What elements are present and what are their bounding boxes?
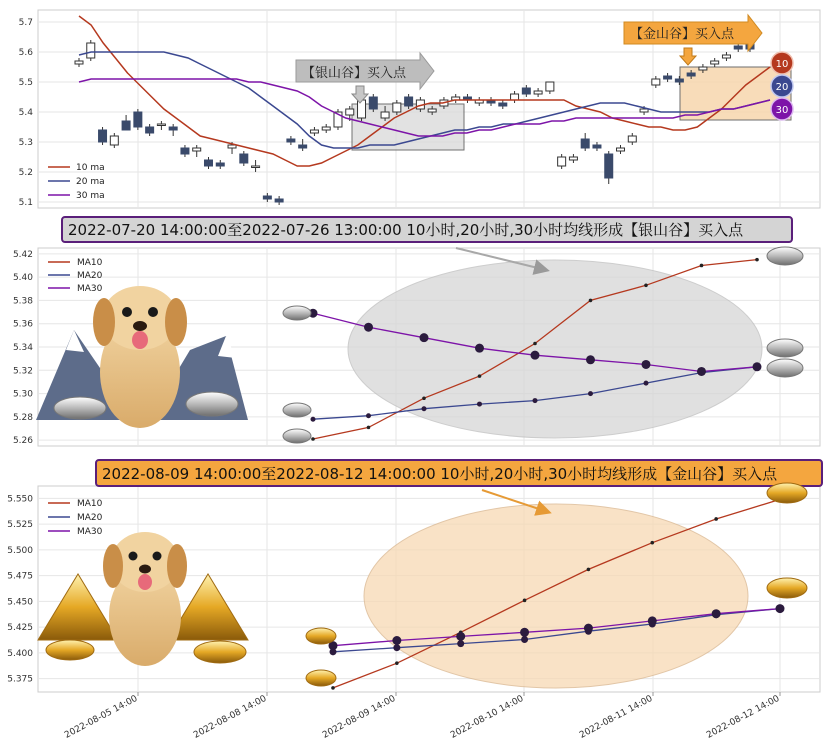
y-tick-label: 5.40 (12, 273, 33, 284)
series-point-ma30 (648, 616, 657, 625)
candle-body (75, 61, 83, 64)
series-point-ma30 (712, 609, 721, 618)
candle-body (358, 100, 366, 118)
series-point-ma20 (311, 417, 316, 422)
dog-ear (103, 544, 123, 588)
candle-body (228, 145, 236, 148)
silver-ingot-icon (767, 247, 803, 265)
legend-label-30ma: 30 ma (76, 191, 105, 201)
series-point-ma20 (457, 640, 464, 647)
candle-body (664, 76, 672, 79)
ma-badges (771, 52, 793, 120)
candle-body (499, 103, 507, 106)
series-point-ma10 (755, 258, 759, 262)
y-tick-label: 5.30 (12, 389, 33, 400)
silver-ingot-icon (767, 339, 803, 357)
candle-body (617, 148, 625, 151)
series-point-ma30 (392, 636, 401, 645)
series-point-ma30 (586, 355, 595, 364)
series-point-ma30 (753, 362, 762, 371)
silver-ingot-icon (54, 397, 106, 419)
candle-body (534, 91, 542, 94)
candle-body (675, 79, 683, 82)
candle-body (522, 88, 530, 94)
series-point-ma30 (697, 367, 706, 376)
gold-ingot-icon (767, 578, 807, 598)
series-point-ma10 (589, 299, 593, 303)
gold-ingot-icon (46, 640, 94, 660)
candle-body (322, 127, 330, 130)
candle-body (263, 196, 271, 199)
y-tick-label: 5.375 (7, 674, 33, 685)
series-point-ma10 (644, 283, 648, 287)
legend-label-ma20: MA20 (77, 513, 103, 523)
series-point-ma30 (776, 604, 785, 613)
candle-body (428, 109, 436, 112)
dog-ear (93, 298, 115, 346)
gold-ingot-icon (194, 641, 246, 663)
y-tick-label: 5.32 (12, 366, 33, 377)
legend-label-10ma: 10 ma (76, 163, 105, 173)
candle-body (346, 109, 354, 115)
silver-ingot-icon (283, 306, 311, 320)
y-tick-label: 5.400 (7, 648, 33, 659)
candle-body (546, 82, 554, 91)
series-point-ma30 (531, 351, 540, 360)
dog-eye (148, 307, 158, 317)
candle-body (299, 145, 307, 148)
candle-body (157, 124, 165, 126)
y-tick-label: 5.475 (7, 571, 33, 582)
silver-ingot-icon (767, 359, 803, 377)
dog-eye (153, 552, 162, 561)
series-point-ma30 (475, 344, 484, 353)
candle-body (169, 127, 177, 130)
candle-body (711, 61, 719, 64)
dog-ear (167, 544, 187, 588)
series-point-ma10 (422, 396, 426, 400)
gold-ingot-icon (306, 670, 336, 686)
x-tick-label: 2022-08-11 14:00 (578, 693, 655, 741)
series-point-ma10 (533, 342, 537, 346)
dog-eye (122, 307, 132, 317)
y-tick-label: 5.26 (12, 436, 33, 447)
candle-body (687, 73, 695, 76)
series-point-ma20 (366, 413, 371, 418)
y-tick-label: 5.1 (18, 198, 33, 208)
legend-label-20ma: 20 ma (76, 177, 105, 187)
legend-label-ma10: MA10 (77, 258, 103, 268)
candle-body (110, 136, 118, 145)
y-tick-label: 5.38 (12, 296, 33, 307)
candle-body (216, 163, 224, 166)
y-tick-label: 5.550 (7, 494, 33, 505)
candle-body (393, 103, 401, 112)
series-point-ma30 (420, 333, 429, 342)
candle-body (310, 130, 318, 133)
series-point-ma10 (311, 437, 315, 441)
dog-eye (129, 552, 138, 561)
y-tick-label: 5.525 (7, 520, 33, 531)
badge-30-label: 30 (775, 105, 789, 116)
candle-body (405, 97, 413, 106)
candle-body (569, 157, 577, 160)
candle-body (652, 79, 660, 85)
y-tick-label: 5.450 (7, 597, 33, 608)
series-point-ma10 (331, 686, 335, 690)
candle-body (734, 46, 742, 49)
legend-label-ma10: MA10 (77, 499, 103, 509)
x-tick-label: 2022-08-10 14:00 (449, 693, 526, 741)
candle-body (581, 139, 589, 148)
badge-10-label: 10 (775, 59, 789, 70)
silver-y-ticks (13, 250, 33, 446)
dog-tongue (132, 331, 148, 349)
dog-nose (133, 321, 147, 331)
candle-body (628, 136, 636, 142)
candle-body (511, 94, 519, 100)
gold-ingot-icon (767, 483, 807, 503)
series-point-ma10 (714, 517, 718, 521)
y-tick-label: 5.4 (18, 108, 33, 118)
y-tick-label: 5.7 (18, 18, 33, 28)
dog-nose (139, 565, 151, 574)
series-point-ma10 (587, 568, 591, 572)
candle-body (99, 130, 107, 142)
series-point-ma10 (367, 426, 371, 430)
candle-body (204, 160, 212, 166)
candle-body (381, 112, 389, 118)
series-point-ma30 (642, 360, 651, 369)
gold-callout-label: 【金山谷】买入点 (630, 27, 735, 42)
x-tick-label: 2022-08-05 14:00 (63, 693, 140, 741)
legend-label-ma30: MA30 (77, 284, 103, 294)
silver-callout-label: 【银山谷】买入点 (302, 66, 407, 81)
silver-title: 2022-07-20 14:00:00至2022-07-26 13:00:00 10小时,20小时,30小时均线形成【银山谷】买入点 (68, 221, 744, 239)
dog-tongue (138, 574, 152, 590)
candle-body (275, 199, 283, 202)
y-tick-label: 5.5 (18, 78, 33, 88)
series-point-ma30 (364, 323, 373, 332)
candle-body (605, 154, 613, 178)
gold-title: 2022-08-09 14:00:00至2022-08-12 14:00:00 10小时,20小时,30小时均线形成【金山谷】买入点 (102, 465, 778, 483)
y-tick-label: 5.36 (12, 319, 33, 330)
series-point-ma30 (456, 632, 465, 641)
series-point-ma30 (520, 628, 529, 637)
candle-body (146, 127, 154, 133)
series-point-ma20 (422, 406, 427, 411)
candle-body (287, 139, 295, 142)
series-point-ma20 (393, 644, 400, 651)
series-point-ma20 (588, 391, 593, 396)
gold-highlight-ellipse (364, 504, 748, 688)
y-tick-label: 5.425 (7, 623, 33, 634)
candle-body (134, 112, 142, 127)
x-tick-label: 2022-08-08 14:00 (192, 693, 269, 741)
gold-ingot-icon (306, 628, 336, 644)
series-point-ma20 (533, 398, 538, 403)
dog-ear (165, 298, 187, 346)
candle-body (181, 148, 189, 154)
series-point-ma20 (477, 402, 482, 407)
silver-ingot-icon (186, 392, 238, 416)
y-tick-label: 5.34 (12, 343, 33, 353)
candle-body (593, 145, 601, 148)
series-point-ma10 (478, 374, 482, 378)
y-tick-label: 5.2 (18, 168, 33, 178)
candle-body (699, 67, 707, 70)
series-point-ma10 (395, 661, 399, 665)
y-tick-label: 5.500 (7, 545, 33, 556)
legend-label-ma30: MA30 (77, 527, 103, 537)
candle-body (252, 166, 260, 168)
candle-body (558, 157, 566, 166)
series-point-ma10 (700, 264, 704, 268)
gold-x-ticks (63, 692, 782, 741)
y-tick-label: 5.42 (12, 249, 33, 260)
candle-body (369, 97, 377, 109)
candle-body (722, 55, 730, 58)
silver-highlight-ellipse (348, 260, 762, 438)
badge-20-label: 20 (775, 82, 789, 93)
gold-y-ticks (7, 494, 33, 684)
silver-ingot-icon (283, 403, 311, 417)
candle-body (640, 109, 648, 112)
y-tick-label: 5.6 (18, 48, 33, 58)
x-tick-label: 2022-08-12 14:00 (705, 693, 782, 741)
series-point-ma20 (521, 636, 528, 643)
candle-body (87, 43, 95, 58)
candle-body (240, 154, 248, 163)
series-point-ma20 (644, 381, 649, 386)
legend-label-ma20: MA20 (77, 271, 103, 281)
series-point-ma10 (650, 541, 654, 545)
y-tick-label: 5.3 (18, 138, 33, 148)
candle-body (122, 121, 130, 130)
candle-body (193, 148, 201, 151)
candlestick-y-ticks (19, 18, 34, 208)
silver-ingot-icon (283, 429, 311, 443)
series-point-ma10 (523, 599, 527, 603)
series-point-ma30 (584, 624, 593, 633)
y-tick-label: 5.28 (12, 412, 33, 423)
x-tick-label: 2022-08-09 14:00 (321, 693, 398, 741)
